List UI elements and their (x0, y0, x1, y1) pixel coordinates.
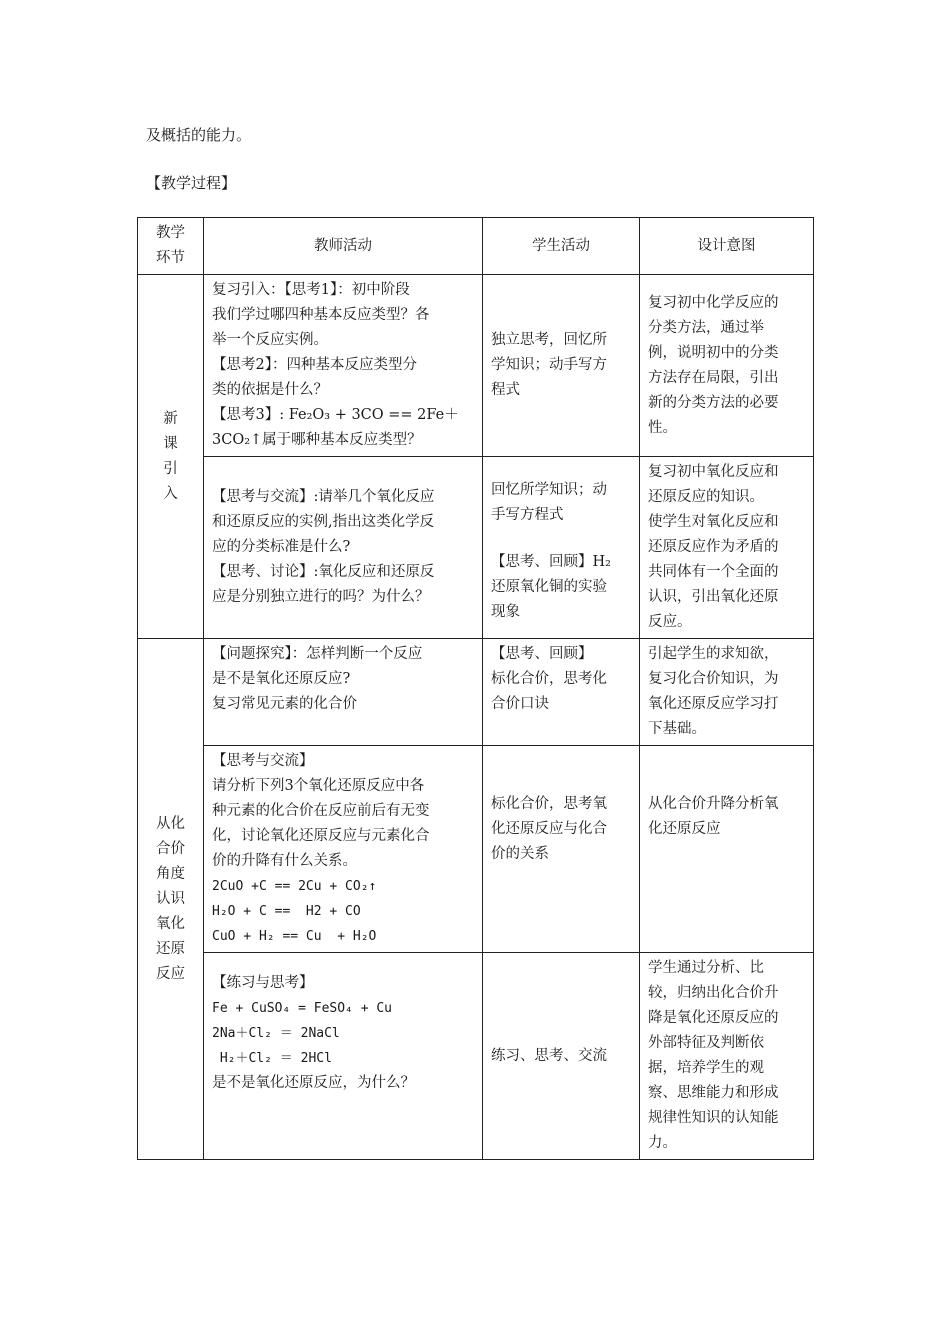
text-line: 下基础。 (648, 721, 706, 737)
text-line: 力。 (648, 1135, 677, 1151)
student-activity-part-a (491, 478, 631, 528)
text-line: 方法存在局限，引出 (648, 369, 779, 386)
text-line: 我们学过哪四种基本反应类型？各 (212, 307, 430, 323)
text-line: 2Na＋Cl₂ ＝ 2NaCl (212, 1026, 340, 1041)
text-line: 认识，引出氧化还原 (648, 589, 779, 605)
text-line: 标化合价，思考氧 (491, 796, 607, 812)
equation-list (212, 996, 474, 1071)
text-line: 据，培养学生的观 (648, 1060, 764, 1076)
table-row (138, 746, 814, 953)
text-line: 引 (163, 460, 178, 477)
text-line: 新 (163, 410, 178, 427)
teacher-activity-cell (204, 457, 483, 639)
text-line: 氧化还原反应学习打 (648, 696, 779, 712)
stage-cell-intro (138, 275, 204, 639)
equation-list (212, 874, 474, 949)
text-line: 从化 (156, 815, 185, 832)
text-line: 分类方法，通过举 (648, 319, 764, 336)
text-line: 价的关系 (491, 846, 549, 862)
teacher-activity-cell (204, 639, 483, 746)
text-line: 请分析下列3个氧化还原反应中各 (212, 778, 425, 794)
text-line: 独立思考，回忆所 (491, 332, 607, 348)
table-header-row (138, 218, 814, 275)
design-intent-cell (640, 746, 814, 953)
text-line: 复习化合价知识，为 (648, 671, 779, 687)
text-line: Fe + CuSO₄ = FeSO₄ + Cu (212, 1001, 393, 1016)
text-line: 【思考、回顾】 (491, 646, 593, 662)
text-line: 规律性知识的认知能 (648, 1110, 779, 1126)
teaching-process-table (137, 217, 814, 1160)
text-line: H₂O + C == H2 + CO (212, 904, 361, 919)
text-line: 教学 (156, 225, 185, 241)
student-activity-cell (483, 275, 640, 457)
table-row (138, 639, 814, 746)
text-line: CuO + H₂ == Cu + H₂O (212, 929, 377, 944)
student-activity-part-b (491, 550, 631, 625)
section-heading: 【教学过程】 (146, 174, 237, 192)
text-line: 程式 (491, 382, 520, 398)
text-line: 价的升降有什么关系。 (212, 853, 357, 869)
text-line: 种元素的化合价在反应前后有无变 (212, 803, 430, 819)
stage-cell-valence (138, 639, 204, 1160)
student-activity-cell: 练习、思考、交流 (483, 953, 640, 1160)
table-row (138, 457, 814, 639)
intro-text: 及概括的能力。 (146, 126, 252, 144)
exercise-title: 【练习与思考】 (212, 975, 314, 991)
design-intent-cell (640, 275, 814, 457)
text-line: 3CO₂↑属于哪种基本反应类型？ (212, 432, 422, 448)
text-line: 还原反应作为矛盾的 (648, 539, 779, 555)
text-line: 反应。 (648, 614, 692, 630)
text-line: 降是氧化还原反应的 (648, 1010, 779, 1026)
student-activity-cell (483, 639, 640, 746)
text-line: 共同体有一个全面的 (648, 564, 779, 580)
text-line: 【思考、讨论】:氧化反应和还原反 (212, 564, 435, 580)
text-line: 还原 (156, 940, 185, 957)
text-line: 还原反应的知识。 (648, 489, 764, 505)
text-line: 合价 (156, 840, 185, 857)
text-line: H₂＋Cl₂ ＝ 2HCl (212, 1051, 332, 1066)
text-line: 新的分类方法的必要 (648, 394, 779, 411)
text-line: 例，说明初中的分类 (648, 344, 779, 361)
table-row (138, 953, 814, 1160)
text-line: 课 (163, 435, 178, 452)
design-intent-cell (640, 457, 814, 639)
text-line: 举一个反应实例。 (212, 332, 328, 348)
teacher-activity-text (212, 749, 474, 874)
text-line: 察、思维能力和形成 (648, 1085, 779, 1101)
text-line: 使学生对氧化反应和 (648, 514, 779, 530)
text-line: 角度 (156, 865, 185, 882)
text-line: 还原氧化铜的实验 (491, 579, 607, 595)
teacher-activity-cell (204, 746, 483, 953)
text-line: 【思考、回顾】H₂ (491, 554, 611, 570)
exercise-question: 是不是氧化还原反应，为什么？ (212, 1075, 415, 1091)
text-line: 复习常见元素的化合价 (212, 696, 357, 712)
text-line: 是不是氧化还原反应? (212, 671, 351, 687)
text-line: 应的分类标准是什么? (212, 539, 351, 555)
header-teacher: 教师活动 (204, 218, 483, 275)
text-line: 手写方程式 (491, 507, 564, 523)
text-line: 类的依据是什么？ (212, 382, 328, 398)
text-line: 入 (163, 485, 178, 502)
text-line: 化，讨论氧化还原反应与元素化合 (212, 828, 430, 844)
text-line: 反应 (156, 965, 185, 982)
text-line: 化还原反应 (648, 821, 721, 837)
text-line: 学知识；动手写方 (491, 357, 607, 373)
teacher-activity-cell (204, 953, 483, 1160)
text-line: 应是分别独立进行的吗？为什么？ (212, 589, 430, 605)
header-stage (138, 218, 204, 275)
student-activity-cell (483, 457, 640, 639)
text-line: 现象 (491, 604, 520, 620)
text-line: 回忆所学知识；动 (491, 482, 607, 498)
text-line: 较，归纳出化合价升 (648, 985, 779, 1001)
text-line: 复习初中化学反应的 (648, 294, 779, 311)
header-student: 学生活动 (483, 218, 640, 275)
text-line: 2CuO +C == 2Cu + CO₂↑ (212, 879, 377, 894)
text-line: 【思考2】：四种基本反应类型分 (212, 357, 417, 373)
text-line: 和还原反应的实例,指出这类化学反 (212, 514, 435, 530)
text-line: 引起学生的求知欲， (648, 646, 779, 662)
header-stage-label (146, 221, 195, 271)
header-intent: 设计意图 (640, 218, 814, 275)
student-activity-cell (483, 746, 640, 953)
text-line: 认识 (156, 890, 185, 907)
text-line: 性。 (648, 419, 677, 436)
text-line: 复习引入：【思考1】：初中阶段 (212, 282, 410, 298)
table-row (138, 275, 814, 457)
text-line: 氧化 (156, 915, 185, 932)
design-intent-cell (640, 953, 814, 1160)
text-line: 外部特征及判断依 (648, 1035, 764, 1051)
text-line: 复习初中氧化反应和 (648, 464, 779, 480)
text-line: 【思考与交流】:请举几个氧化反应 (212, 489, 435, 505)
text-line: 学生通过分析、比 (648, 960, 764, 976)
text-line: 【问题探究】：怎样判断一个反应 (212, 646, 423, 662)
text-line: 合价口诀 (491, 696, 549, 712)
teacher-activity-cell (204, 275, 483, 457)
text-line: 环节 (156, 250, 185, 266)
text-line: 从化合价升降分析氧 (648, 796, 779, 812)
design-intent-cell (640, 639, 814, 746)
text-line: 【思考与交流】 (212, 753, 314, 769)
text-line: 标化合价，思考化 (491, 671, 607, 687)
text-line: 化还原反应与化合 (491, 821, 607, 837)
text-line: 【思考3】: Fe₂O₃ + 3CO == 2Fe＋ (212, 407, 459, 423)
